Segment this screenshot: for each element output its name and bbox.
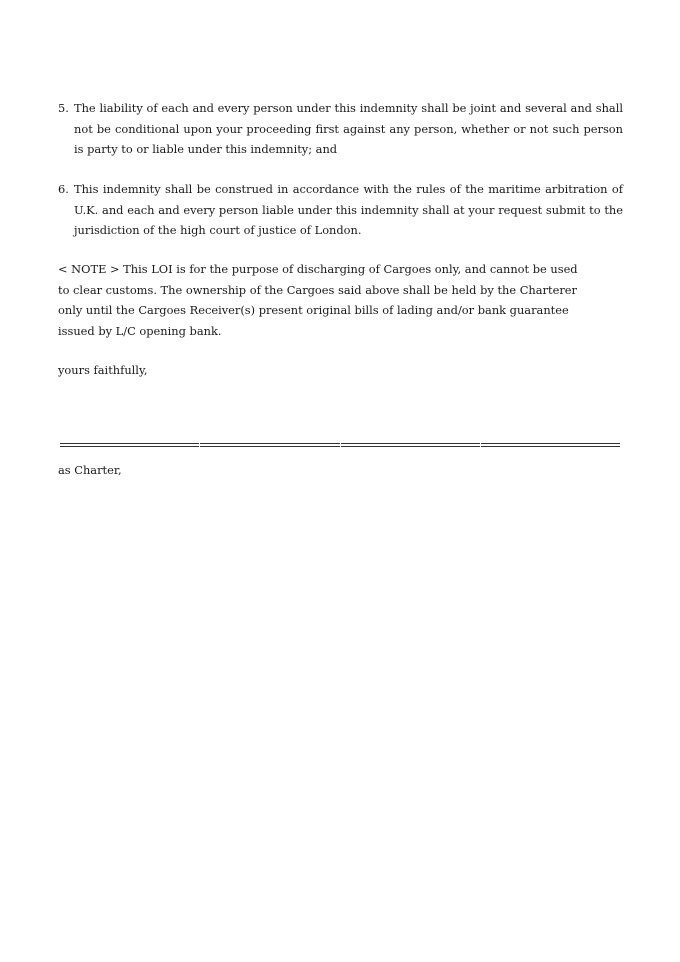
clause-5-number: 5.	[58, 101, 69, 115]
signature-line-segment	[481, 443, 620, 447]
clause-6-number: 6.	[58, 182, 69, 196]
clause-6-text: This indemnity shall be construed in accordance with the rules of the maritime arbitration of U.K. and each and every person liable under this indemnity shall at your request submit to the jurisdiction of the high court of justice of London.	[74, 182, 623, 237]
note-paragraph: < NOTE > This LOI is for the purpose of discharging of Cargoes only, and cannot be used to clear customs. The ownership of the Cargoes said above shall be held by the Charterer only until the Cargoes Receiver(s) present original bills of lading and/or bank guarantee issued by L/C opening bank.	[58, 262, 578, 338]
signature-line-segment	[341, 443, 480, 447]
clause-5	[58, 98, 623, 160]
closing-salutation: yours faithfully,	[58, 363, 148, 377]
signatory-role: as Charter,	[58, 463, 122, 477]
clause-6	[58, 179, 623, 241]
clause-5-text: The liability of each and every person under this indemnity shall be joint and several and shall not be conditional upon your proceeding first against any person, whether or not such person is party to or liable under this indemnity; and	[74, 101, 623, 156]
signature-line	[60, 443, 620, 448]
signature-line-segment	[200, 443, 339, 447]
signature-line-segment	[60, 443, 199, 447]
